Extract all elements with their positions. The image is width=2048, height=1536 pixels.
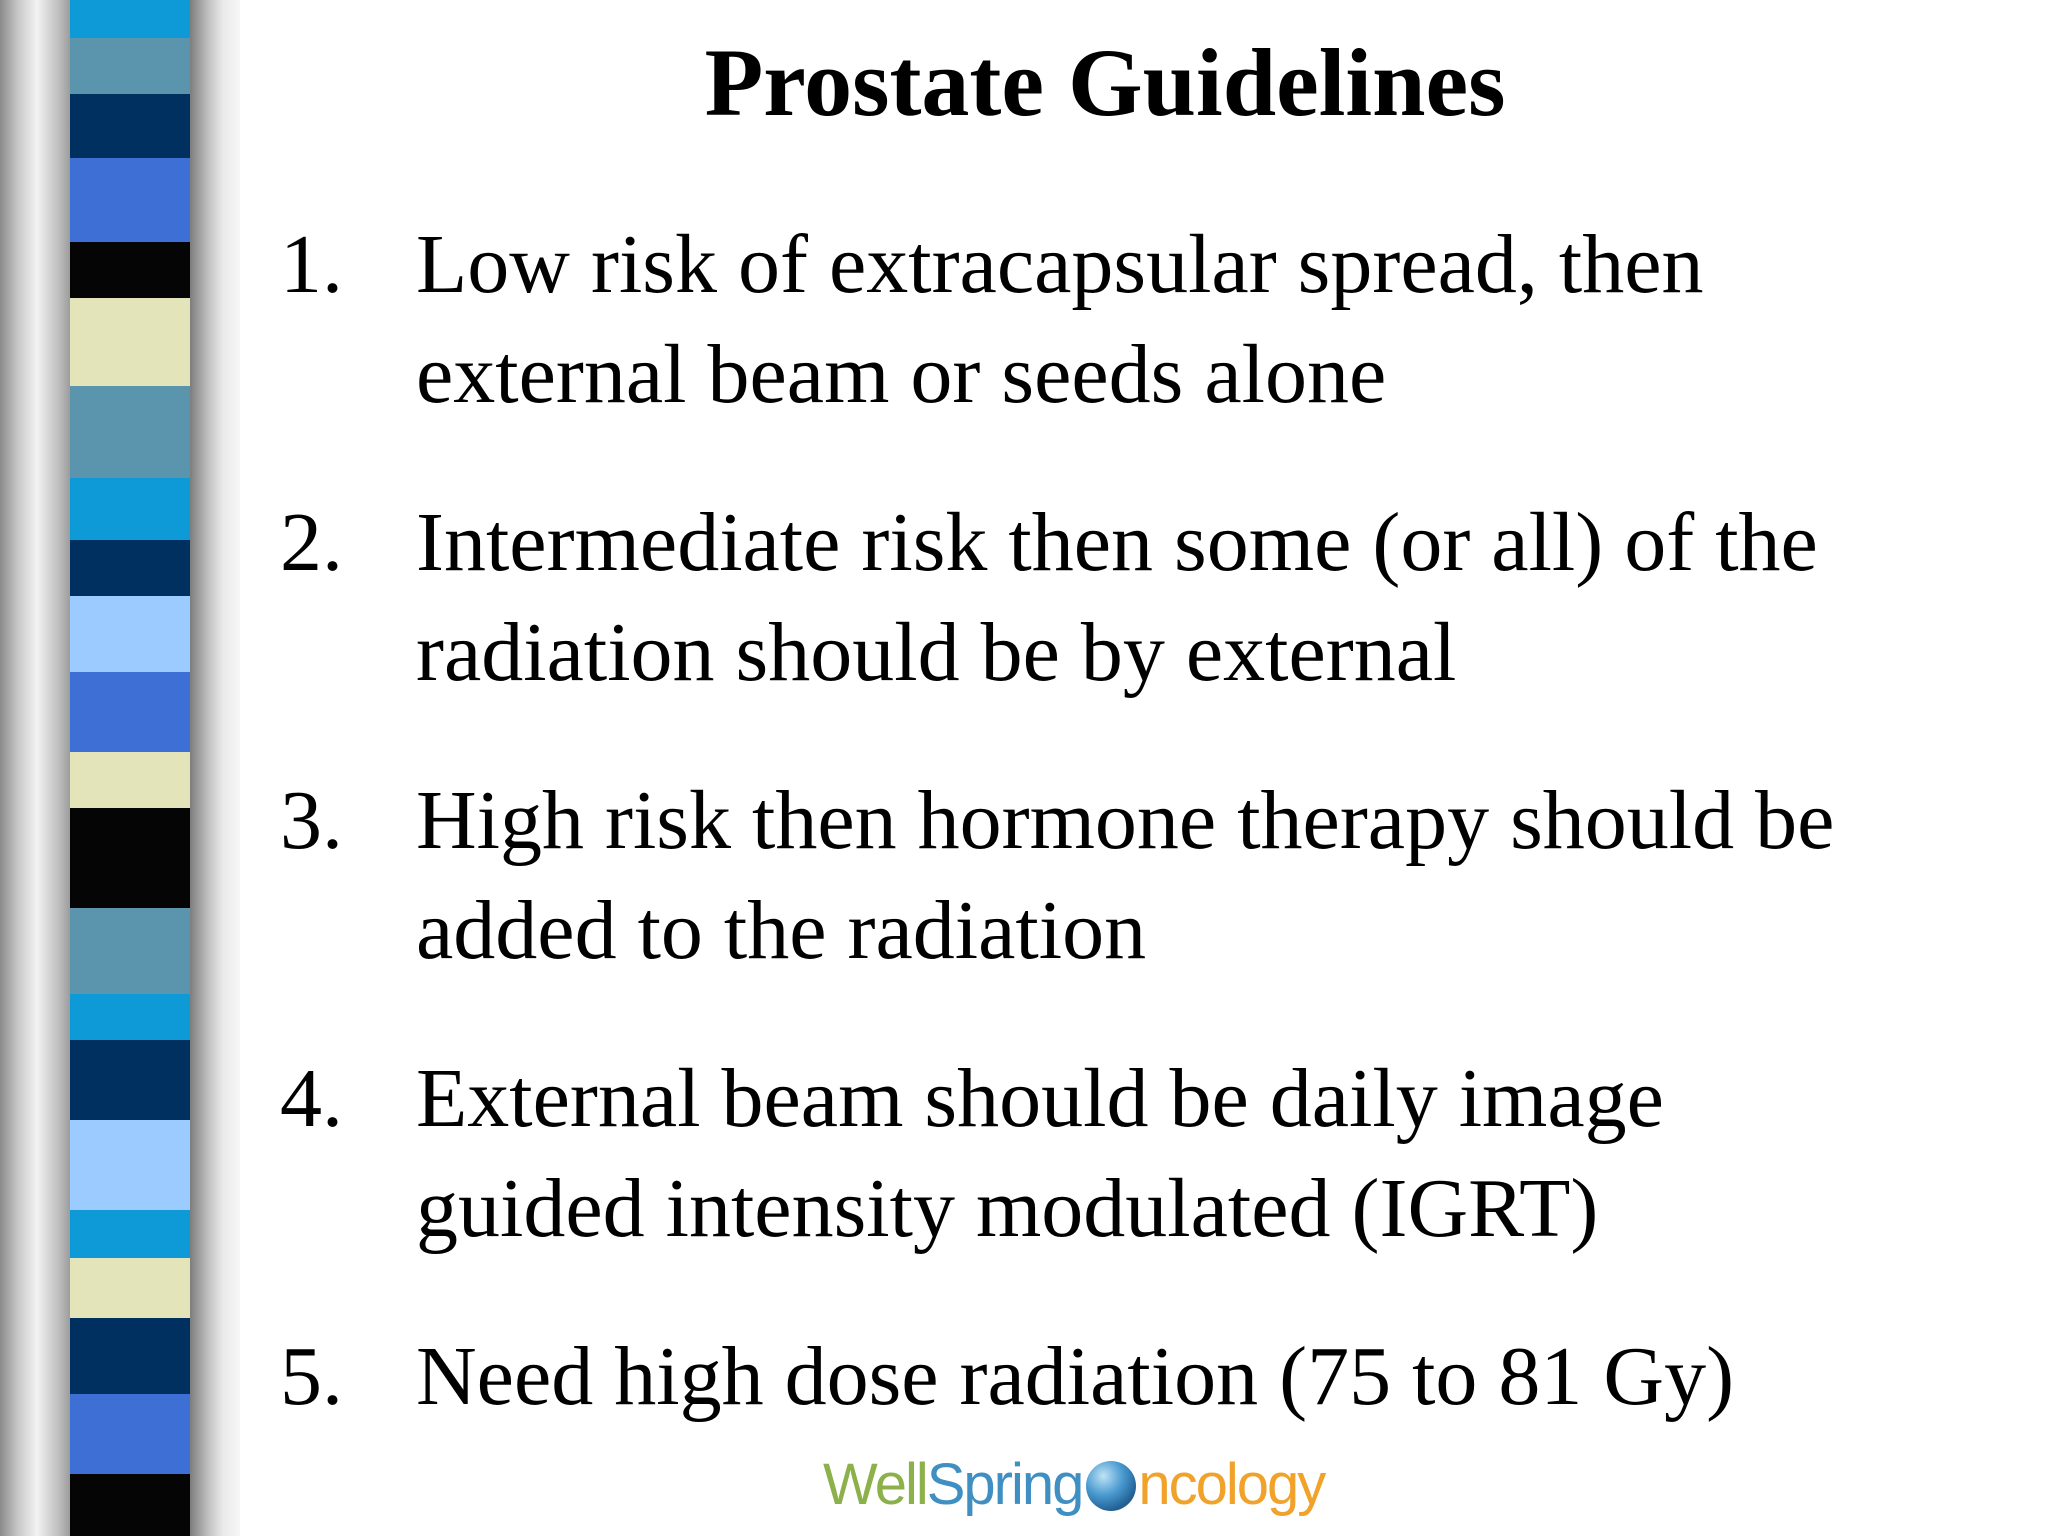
metal-bar-left bbox=[0, 0, 74, 1536]
guideline-line: Low risk of extracapsular spread, then bbox=[416, 218, 1704, 311]
decorative-stripe bbox=[70, 242, 194, 298]
decorative-stripe bbox=[70, 540, 194, 596]
decorative-stripe bbox=[70, 1394, 194, 1474]
logo-text-well: Well bbox=[823, 1451, 927, 1517]
guideline-number: 3. bbox=[280, 774, 343, 867]
guideline-item bbox=[270, 488, 2010, 708]
guideline-line: external beam or seeds alone bbox=[416, 328, 1387, 421]
logo-text-spring: Spring bbox=[926, 1451, 1083, 1517]
guideline-item bbox=[270, 1322, 2010, 1432]
decorative-stripe bbox=[70, 752, 194, 808]
guideline-line: Need high dose radiation (75 to 81 Gy) bbox=[416, 1330, 1735, 1423]
decorative-stripe bbox=[70, 596, 194, 672]
decorative-stripe bbox=[70, 38, 194, 94]
guideline-number: 2. bbox=[280, 496, 343, 589]
decorative-stripe bbox=[70, 298, 194, 386]
decorative-stripe bbox=[70, 808, 194, 908]
slide-title: Prostate Guidelines bbox=[704, 29, 1506, 136]
guideline-line: radiation should be by external bbox=[416, 606, 1457, 699]
guideline-number: 4. bbox=[280, 1052, 343, 1145]
decorative-stripe-bar bbox=[0, 0, 240, 1536]
decorative-stripe bbox=[70, 0, 194, 38]
logo-text-ncology: ncology bbox=[1138, 1451, 1325, 1517]
guideline-item bbox=[270, 210, 2010, 430]
color-stripes bbox=[70, 0, 194, 1536]
decorative-stripe bbox=[70, 1258, 194, 1318]
decorative-stripe bbox=[70, 1318, 194, 1394]
guideline-line: added to the radiation bbox=[416, 884, 1147, 977]
decorative-stripe bbox=[70, 1210, 194, 1258]
decorative-stripe bbox=[70, 994, 194, 1040]
guideline-line: guided intensity modulated (IGRT) bbox=[416, 1162, 1599, 1255]
guideline-list bbox=[270, 210, 2010, 1490]
decorative-stripe bbox=[70, 908, 194, 994]
decorative-stripe bbox=[70, 1474, 194, 1536]
guideline-number: 5. bbox=[280, 1330, 343, 1423]
metal-bar-right bbox=[190, 0, 240, 1536]
decorative-stripe bbox=[70, 1040, 194, 1120]
decorative-stripe bbox=[70, 1120, 194, 1210]
guideline-line: High risk then hormone therapy should be bbox=[416, 774, 1835, 867]
decorative-stripe bbox=[70, 478, 194, 540]
guideline-line: External beam should be daily image bbox=[416, 1052, 1664, 1145]
decorative-stripe bbox=[70, 386, 194, 478]
guideline-number: 1. bbox=[280, 218, 343, 311]
decorative-stripe bbox=[70, 94, 194, 158]
guideline-line: Intermediate risk then some (or all) of the bbox=[416, 496, 1818, 589]
wellspring-oncology-logo bbox=[823, 1444, 1324, 1524]
guideline-item bbox=[270, 766, 2010, 986]
globe-icon bbox=[1086, 1461, 1136, 1511]
guideline-item bbox=[270, 1044, 2010, 1264]
decorative-stripe bbox=[70, 672, 194, 752]
decorative-stripe bbox=[70, 158, 194, 242]
